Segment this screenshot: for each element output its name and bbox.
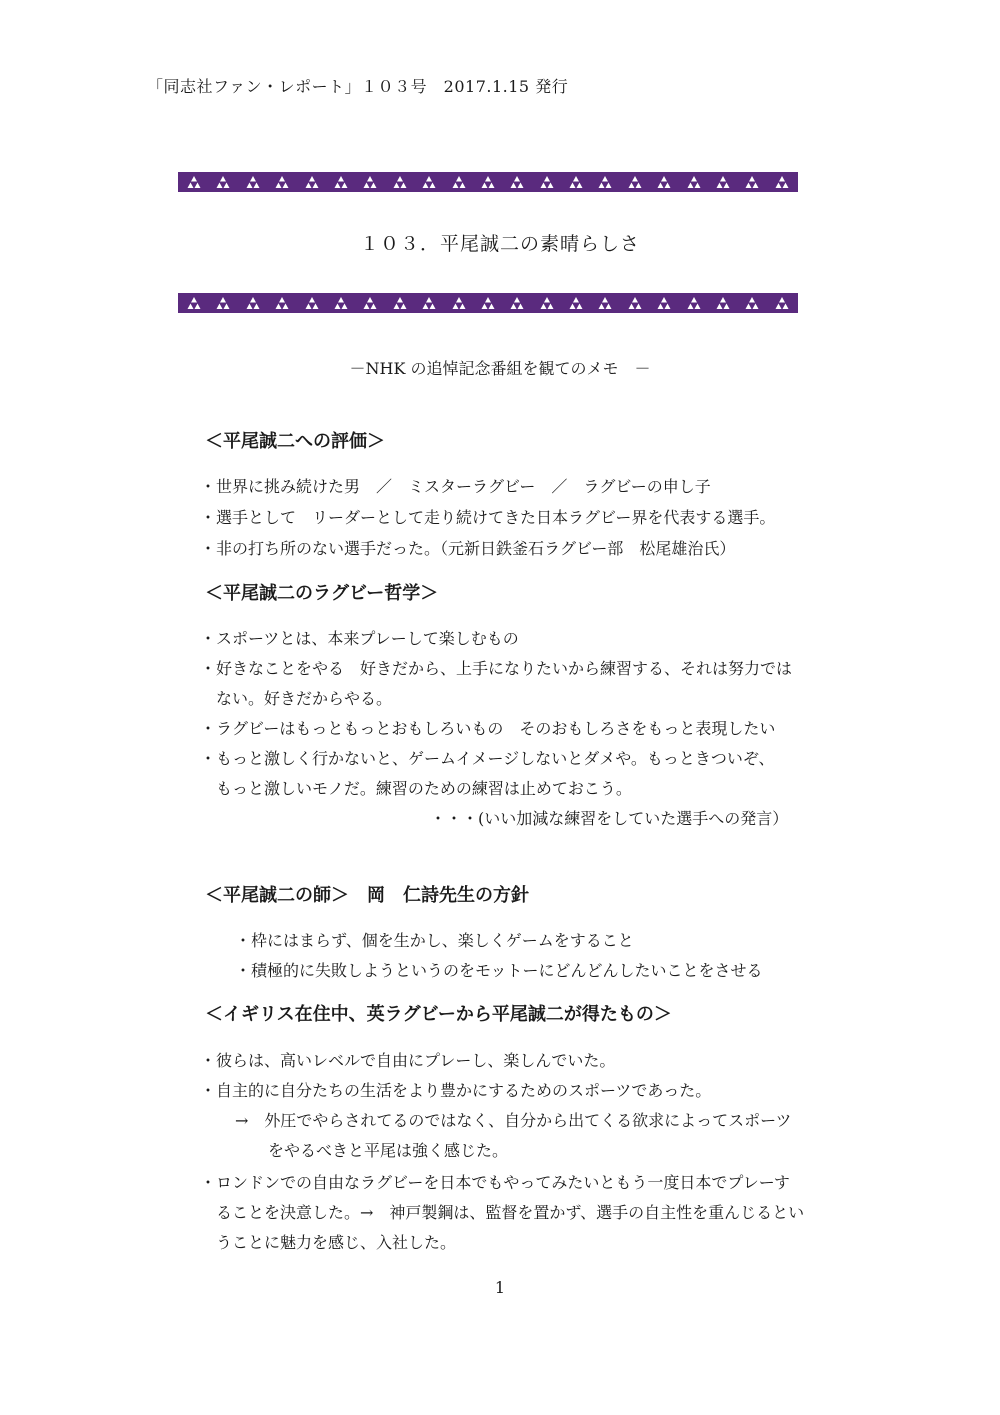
section-heading-mentor: ＜平尾誠二の師＞ 岡 仁詩先生の方針: [205, 885, 529, 906]
triforce-icon: [421, 175, 437, 189]
triforce-icon: [245, 296, 261, 310]
list-item-continuation: ない。好きだからやる。: [216, 689, 393, 708]
triforce-icon: [392, 296, 408, 310]
list-item: ・自主的に自分たちの生活をより豊かにするためのスポーツであった。: [200, 1081, 712, 1100]
triforce-icon: [744, 296, 760, 310]
triforce-icon: [274, 175, 290, 189]
triforce-icon: [215, 296, 231, 310]
triforce-icon: [744, 175, 760, 189]
triforce-icon: [245, 175, 261, 189]
document-header: 「同志社ファン・レポート」１０３号 2017.1.15 発行: [147, 77, 569, 96]
triforce-icon: [451, 296, 467, 310]
list-item: ・もっと激しく行かないと、ゲームイメージしないとダメや。もっときついぞ、: [200, 749, 775, 768]
list-item: ・選手として リーダーとして走り続けてきた日本ラグビー界を代表する選手。: [200, 508, 776, 527]
triforce-icon: [186, 175, 202, 189]
triforce-icon: [509, 296, 525, 310]
triforce-icon: [392, 175, 408, 189]
triforce-icon: [480, 296, 496, 310]
triforce-icon: [686, 175, 702, 189]
triforce-icon: [656, 175, 672, 189]
list-item-continuation: をやるべきと平尾は強く感じた。: [268, 1141, 509, 1160]
quote-attribution: ・・・(いい加減な練習をしていた選手への発言）: [430, 809, 789, 828]
triforce-icon: [715, 296, 731, 310]
list-item: ・好きなことをやる 好きだから、上手になりたいから練習する、それは努力では: [200, 659, 793, 678]
triforce-icon: [627, 296, 643, 310]
triforce-icon: [715, 175, 731, 189]
list-item: ・積極的に失敗しようというのをモットーにどんどんしたいことをさせる: [235, 961, 763, 980]
triforce-icon: [421, 296, 437, 310]
triforce-icon: [451, 175, 467, 189]
section-heading-england: ＜イギリス在住中、英ラグビーから平尾誠二が得たもの＞: [205, 1004, 672, 1025]
triforce-icon: [568, 175, 584, 189]
section-heading-evaluation: ＜平尾誠二への評価＞: [205, 431, 385, 452]
triforce-icon: [597, 296, 613, 310]
list-item: ・世界に挑み続けた男 ／ ミスターラグビー ／ ラグビーの申し子: [200, 477, 711, 496]
subtitle: －NHK の追悼記念番組を観てのメモ －: [349, 359, 651, 378]
list-item: ・枠にはまらず、個を生かし、楽しくゲームをすること: [235, 931, 634, 950]
list-item: ・スポーツとは、本来プレーして楽しむもの: [200, 629, 519, 648]
list-item: ・非の打ち所のない選手だった。（元新日鉄釜石ラグビー部 松尾雄治氏）: [200, 539, 736, 558]
list-item: ・ラグビーはもっともっとおもしろいもの そのおもしろさをもっと表現したい: [200, 719, 776, 738]
triforce-icon: [568, 296, 584, 310]
list-item: ・ロンドンでの自由なラグビーを日本でもやってみたいともう一度日本でプレーす: [200, 1173, 790, 1192]
triforce-icon: [362, 296, 378, 310]
triforce-icon: [656, 296, 672, 310]
list-item-continuation: ることを決意した。→ 神戸製鋼は、監督を置かず、選手の自主性を重んじるとい: [216, 1203, 805, 1222]
triforce-icon: [304, 296, 320, 310]
list-item-continuation: もっと激しいモノだ。練習のための練習は止めておこう。: [216, 779, 632, 798]
triforce-icon: [362, 175, 378, 189]
triforce-icon: [333, 296, 349, 310]
triforce-icon: [539, 296, 555, 310]
triforce-icon: [480, 175, 496, 189]
triforce-icon: [274, 296, 290, 310]
triforce-icon: [597, 175, 613, 189]
triforce-icon: [539, 175, 555, 189]
triforce-icon: [186, 296, 202, 310]
decorative-band-bottom: [178, 293, 798, 313]
page-number: 1: [494, 1278, 506, 1297]
triforce-icon: [509, 175, 525, 189]
triforce-icon: [215, 175, 231, 189]
list-item-continuation: うことに魅力を感じ、入社した。: [216, 1233, 457, 1252]
page-title: １０３．平尾誠二の素晴らしさ: [359, 233, 640, 255]
list-item-arrow: → 外圧でやらされてるのではなく、自分から出てくる欲求によってスポーツ: [235, 1111, 792, 1130]
triforce-icon: [333, 175, 349, 189]
triforce-icon: [304, 175, 320, 189]
decorative-band-top: [178, 172, 798, 192]
triforce-icon: [627, 175, 643, 189]
triforce-icon: [774, 296, 790, 310]
triforce-icon: [686, 296, 702, 310]
section-heading-philosophy: ＜平尾誠二のラグビー哲学＞: [205, 583, 439, 604]
triforce-icon: [774, 175, 790, 189]
list-item: ・彼らは、高いレベルで自由にプレーし、楽しんでいた。: [200, 1051, 616, 1070]
